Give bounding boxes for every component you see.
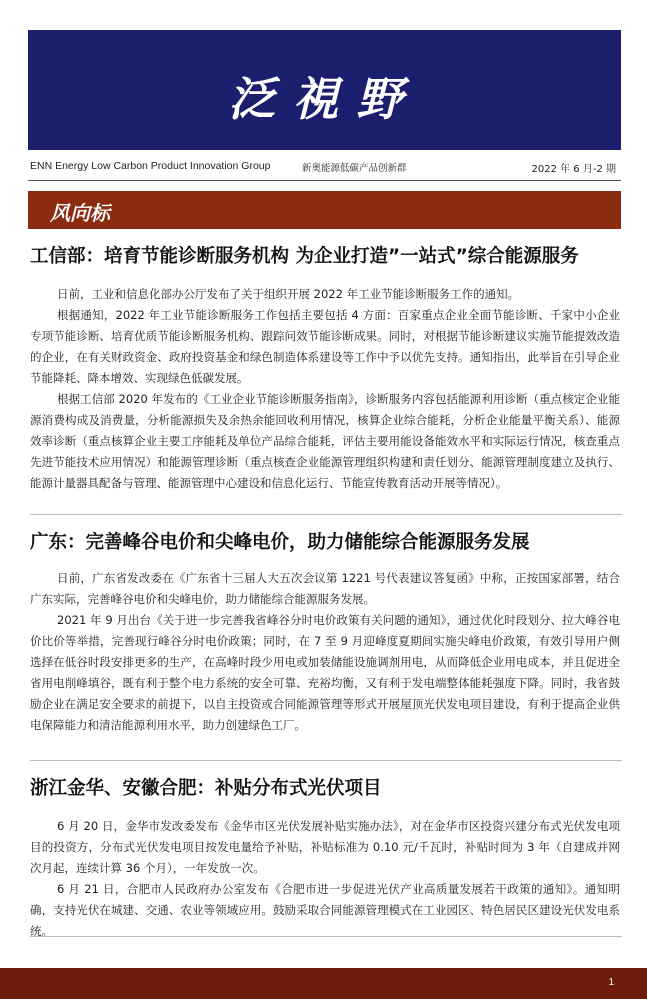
article-title: 浙江金华、安徽合肥：补贴分布式光伏项目 bbox=[30, 778, 382, 799]
org-name: ENN Energy Low Carbon Product Innovation Group bbox=[30, 160, 271, 172]
subhead bbox=[30, 160, 620, 176]
article-paragraph: 根据工信部 2020 年发布的《工业企业节能诊断服务指南》，诊断服务内容包括能源利用诊断（重点核定企业能源消费构成及消费量，分析能源损失及余热余能回收利用情况，核算企业综合能耗，分析企业能量平衡关系）、能源效率诊断（重点核算企业主要工序能耗及单位产品综合能耗，评估主要用能设备能效水平和实际运行情况，核查重点先进节能技术应用情况）和能源管理诊断（重点核查企业能源管理组织构建和责任划分、能源管理制度建立及执行、能源计量器具配备与管理、能源管理中心建设和信息化运行、节能宣传教育活动开展等情况）。 bbox=[30, 392, 620, 490]
article-paragraph: 2021 年 9 月出台《关于进一步完善我省峰谷分时电价政策有关问题的通知》，通过优化时段划分、拉大峰谷电价比价等举措，完善现行峰谷分时电价政策；同时，在 7 至 9 月迎峰度夏期间实施尖峰电价政策，有效引导用户侧选择在低谷时段安排更多的生产，在高峰时段少用电或加装储能设施调剂用电，从而降低企业用电成本，并且促进全省用电削峰填谷，既有利于整个电力系统的安全可靠、充裕均衡，又有利于发电端整体能耗强度下降。同时，我省鼓励企业在满足安全要求的前提下，以自主投资或合同能源管理等形式开展屋顶光伏发电项目建设，有利于提高企业供电保障能力和清洁能源利用水平，助力创建绿色工厂。 bbox=[30, 613, 620, 732]
section-title: 风向标 bbox=[50, 201, 110, 225]
article-divider bbox=[30, 760, 622, 761]
masthead-title: 泛視野 bbox=[228, 72, 421, 126]
masthead bbox=[28, 30, 621, 150]
page-number: 1 bbox=[608, 977, 614, 988]
footer-bar bbox=[0, 968, 647, 999]
article-body bbox=[30, 816, 620, 942]
article-title: 工信部：培育节能诊断服务机构 为企业打造”一站式”综合能源服务 bbox=[30, 246, 579, 267]
article-paragraph: 6 月 20 日，金华市发改委发布《金华市区光伏发展补贴实施办法》，对在金华市区投资兴建分布式光伏发电项目的投资方，分布式光伏发电项目按发电量给予补贴，补贴标准为 0.10 元/千瓦时，补贴时间为 3 年（自建成并网次月起，连续计算 36 个月），一年发放一次。 bbox=[30, 819, 620, 875]
section-banner bbox=[28, 191, 621, 229]
article-body bbox=[30, 568, 620, 736]
article-guangdong bbox=[30, 528, 620, 736]
article-miit bbox=[30, 242, 620, 494]
article-title: 广东：完善峰谷电价和尖峰电价，助力储能综合能源服务发展 bbox=[30, 532, 530, 553]
group-name: 新奥能源低碳产品创新群 bbox=[302, 163, 407, 174]
article-paragraph: 根据通知，2022 年工业节能诊断服务工作包括主要包括 4 方面：百家重点企业全面节能诊断、千家中小企业专项节能诊断、培育优质节能诊断服务机构、跟踪问效节能诊断成果。同时，对根据节能诊断建议实施节能提效改造的企业，在有关财政资金、政府投资基金和绿色制造体系建设等工作中予以优先支持。通知指出，此举旨在引导企业节能降耗、降本增效、实现绿色低碳发展。 bbox=[30, 308, 620, 385]
article-divider bbox=[30, 936, 622, 937]
header-rule bbox=[28, 180, 621, 181]
article-zhejiang-anhui bbox=[30, 774, 620, 942]
issue-label: 2022 年 6 月-2 期 bbox=[531, 164, 616, 175]
article-paragraph: 日前，广东省发改委在《广东省十三届人大五次会议第 1221 号代表建议答复函》中称，正按国家部署，结合广东实际，完善峰谷电价和尖峰电价，助力储能综合能源服务发展。 bbox=[30, 571, 620, 606]
article-divider bbox=[30, 514, 622, 515]
article-paragraph: 6 月 21 日，合肥市人民政府办公室发布《合肥市进一步促进光伏产业高质量发展若干政策的通知》。通知明确，支持光伏在城建、交通、农业等领域应用。鼓励采取合同能源管理模式在工业园区、特色居民区建设光伏发电系统。 bbox=[30, 882, 620, 938]
article-paragraph: 日前，工业和信息化部办公厅发布了关于组织开展 2022 年工业节能诊断服务工作的通知。 bbox=[57, 287, 520, 301]
article-body bbox=[30, 284, 620, 494]
